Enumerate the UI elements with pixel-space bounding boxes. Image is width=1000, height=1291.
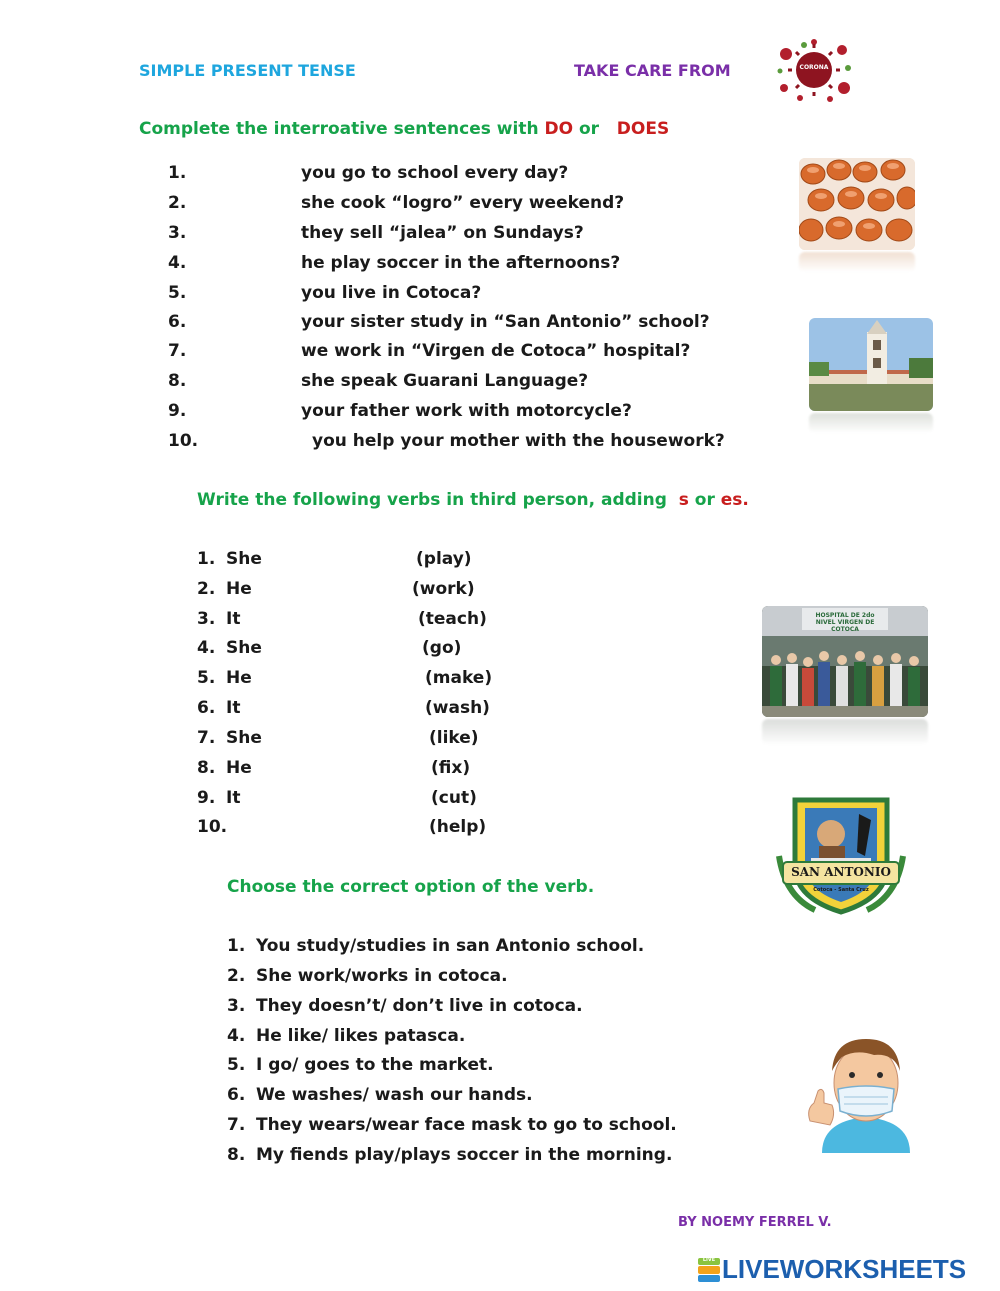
list-item-num: 8. (227, 1145, 246, 1165)
list-item-subject: It (226, 698, 241, 718)
list-item-num: 4. (227, 1026, 246, 1046)
list-item-num: 6. (197, 698, 216, 718)
photo-reflection (799, 252, 915, 272)
list-item-text: he play soccer in the afternoons? (301, 253, 621, 273)
list-item-verb: (teach) (418, 609, 487, 629)
list-item-num: 7. (197, 728, 216, 748)
list-item-text: your father work with motorcycle? (301, 401, 632, 421)
hospital-sign: HOSPITAL DE 2do NIVEL VIRGEN DE COTOCA (815, 612, 875, 633)
list-item-num: 1. (168, 163, 187, 183)
list-item-num: 6. (227, 1085, 246, 1105)
list-item-subject: He (226, 668, 252, 688)
section3-instruction: Choose the correct option of the verb. (227, 877, 595, 897)
cotoca-church-photo (809, 318, 933, 411)
list-item-subject: He (226, 758, 252, 778)
list-item-num: 9. (168, 401, 187, 421)
section2-instruction (197, 490, 749, 510)
list-item-num: 1. (227, 936, 246, 956)
list-item-num: 10. (168, 431, 199, 451)
list-item-text: They doesn’t/ don’t live in cotoca. (256, 996, 583, 1016)
san-antonio-crest (775, 786, 907, 920)
list-item-num: 10. (197, 817, 228, 837)
list-item-num: 3. (227, 996, 246, 1016)
list-item-text: they sell “jalea” on Sundays? (301, 223, 584, 243)
brand-name[interactable]: LIVEWORKSHEETS (722, 1254, 967, 1284)
live-badge-icon (698, 1258, 720, 1282)
list-item-verb: (cut) (431, 788, 477, 808)
list-item-num: 6. (168, 312, 187, 332)
list-item-num: 4. (168, 253, 187, 273)
s-suffix: s (678, 490, 689, 510)
list-item-num: 2. (168, 193, 187, 213)
school-name: SAN ANTONIO (791, 865, 891, 879)
does-keyword: DOES (616, 119, 670, 139)
list-item-text: My fiends play/plays soccer in the morning. (256, 1145, 673, 1165)
list-item-text: You study/studies in san Antonio school. (256, 936, 645, 956)
instruction-text: Write the following verbs in third person, adding (197, 490, 673, 510)
list-item-subject: It (226, 788, 241, 808)
list-item-text: we work in “Virgen de Cotoca” hospital? (301, 341, 691, 361)
list-item-num: 2. (197, 579, 216, 599)
list-item-subject: It (226, 609, 241, 629)
list-item-text: she cook “logro” every weekend? (301, 193, 625, 213)
photo-reflection (809, 413, 933, 433)
school-location: Cotoca - Santa Cruz (813, 887, 869, 893)
section1-instruction (139, 119, 669, 139)
list-item-num: 7. (227, 1115, 246, 1135)
list-item-verb: (help) (429, 817, 487, 837)
list-item-text: you live in Cotoca? (301, 283, 482, 303)
list-item-num: 2. (227, 966, 246, 986)
hospital-inauguration-photo (762, 606, 928, 717)
list-item-verb: (like) (429, 728, 479, 748)
list-item-num: 3. (168, 223, 187, 243)
list-item-text: He like/ likes patasca. (256, 1026, 466, 1046)
list-item-text: She work/works in cotoca. (256, 966, 508, 986)
list-item-num: 5. (197, 668, 216, 688)
clay-pots-photo (799, 158, 915, 250)
list-item-subject: She (226, 549, 262, 569)
list-item-num: 8. (168, 371, 187, 391)
list-item-num: 7. (168, 341, 187, 361)
boy-with-mask-illustration (802, 1025, 930, 1153)
list-item-text: you help your mother with the housework? (312, 431, 725, 451)
list-item-subject: She (226, 728, 262, 748)
instruction-text: Complete the interroative sentences with (139, 119, 545, 139)
author-credit: BY NOEMY FERREL V. (678, 1215, 832, 1230)
list-item-num: 8. (197, 758, 216, 778)
list-item-text: she speak Guarani Language? (301, 371, 589, 391)
or-word: or (573, 119, 605, 139)
worksheet-title: SIMPLE PRESENT TENSE (139, 61, 356, 80)
list-item-num: 5. (168, 283, 187, 303)
list-item-subject: He (226, 579, 252, 599)
list-item-num: 4. (197, 638, 216, 658)
list-item-subject: She (226, 638, 262, 658)
list-item-num: 3. (197, 609, 216, 629)
list-item-num: 1. (197, 549, 216, 569)
es-suffix: es. (720, 490, 749, 510)
list-item-text: They wears/wear face mask to go to school. (256, 1115, 677, 1135)
list-item-verb: (make) (425, 668, 493, 688)
list-item-num: 5. (227, 1055, 246, 1075)
list-item-verb: (fix) (431, 758, 471, 778)
take-care-title: TAKE CARE FROM (574, 61, 731, 80)
list-item-verb: (wash) (425, 698, 490, 718)
photo-reflection (762, 719, 928, 745)
list-item-text: I go/ goes to the market. (256, 1055, 494, 1075)
list-item-text: We washes/ wash our hands. (256, 1085, 533, 1105)
list-item-text: you go to school every day? (301, 163, 569, 183)
list-item-verb: (go) (422, 638, 462, 658)
list-item-text: your sister study in “San Antonio” school? (301, 312, 710, 332)
coronavirus-icon (774, 36, 854, 104)
or-word: or (688, 490, 721, 510)
corona-label: CORONA (799, 64, 829, 71)
live-badge-text: LIVE (698, 1258, 720, 1265)
list-item-verb: (play) (416, 549, 472, 569)
list-item-num: 9. (197, 788, 216, 808)
do-keyword: DO (544, 119, 574, 139)
list-item-verb: (work) (412, 579, 475, 599)
